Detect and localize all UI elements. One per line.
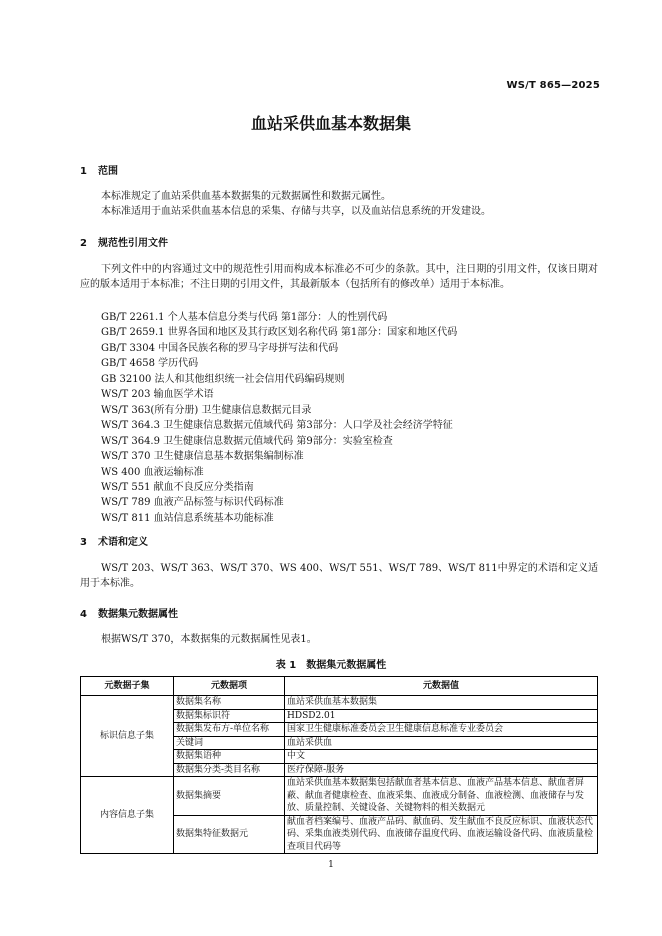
table-caption: 表 1 数据集元数据属性 — [275, 660, 387, 671]
section-3-heading — [80, 533, 148, 548]
metadata-value: 血站采供血基本数据集 — [285, 696, 598, 710]
reference-list — [101, 310, 457, 526]
reference-item: GB 32100 法人和其他组织统一社会信用代码编码规则 — [101, 373, 345, 385]
reference-item: WS/T 789 血液产品标签与标识代码标准 — [101, 497, 284, 509]
section-title: 规范性引用文件 — [98, 238, 168, 249]
scope-paragraph-1: 本标准规定了血站采供血基本数据集的元数据属性和数据元属性。 — [101, 191, 391, 202]
table-header-row — [81, 677, 598, 696]
reference-item: GB/T 4658 学历代码 — [101, 358, 199, 370]
section-2-heading — [80, 234, 168, 249]
column-header: 元数据值 — [285, 677, 598, 696]
reference-item: WS/T 364.3 卫生健康信息数据元值域代码 第3部分：人口学及社会经济学特征 — [101, 420, 453, 432]
subset-name: 标识信息子集 — [81, 696, 174, 777]
table-row — [81, 777, 598, 816]
metadata-item: 数据集发布方-单位名称 — [174, 723, 285, 737]
reference-item: WS/T 370 卫生健康信息基本数据集编制标准 — [101, 451, 304, 463]
section-title: 范围 — [98, 166, 118, 177]
table-row — [81, 696, 598, 710]
reference-item: WS/T 363(所有分册) 卫生健康信息数据元目录 — [101, 404, 312, 416]
document-title: 血站采供血基本数据集 — [250, 114, 411, 133]
column-header: 元数据项 — [174, 677, 285, 696]
metadata-value: 中文 — [285, 750, 598, 764]
metadata-item: 关键词 — [174, 736, 285, 750]
metadata-item: 数据集分类-类目名称 — [174, 763, 285, 777]
section-number: 3 — [80, 537, 87, 548]
metadata-table — [80, 676, 598, 854]
reference-item: WS/T 203 输血医学术语 — [101, 389, 214, 401]
metadata-value: 血站采供血基本数据集包括献血者基本信息、血液产品基本信息、献血者屏蔽、献血者健康检查、血液采集、血液成分制备、血液检测、血液储存与发放、质量控制、关键设备、关键物料的相关数据元 — [285, 777, 598, 816]
terms-paragraph: WS/T 203、WS/T 363、WS/T 370、WS 400、WS/T 551、WS/T 789、WS/T 811中界定的术语和定义适用于本标准。 — [80, 563, 598, 589]
section-1-heading — [80, 162, 118, 177]
metadata-value: 献血者档案编号、血液产品码、献血码、发生献血不良反应标识、血液状态代码、采集血液类别代码、血液储存温度代码、血液运输设备代码、血液质量检查项目代码等 — [285, 815, 598, 854]
metadata-item: 数据集特征数据元 — [174, 815, 285, 854]
section-title: 术语和定义 — [98, 537, 148, 548]
metadata-item: 数据集标识符 — [174, 709, 285, 723]
meta-paragraph: 根据WS/T 370，本数据集的元数据属性见表1。 — [101, 634, 317, 645]
section-4-heading — [80, 605, 178, 620]
normative-intro: 下列文件中的内容通过文中的规范性引用而构成本标准必不可少的条款。其中，注日期的引用文件，仅该日期对应的版本适用于本标准；不注日期的引用文件，其最新版本（包括所有的修改单）适用于本标准。 — [80, 264, 598, 290]
standard-code: WS/T 865—2025 — [506, 80, 600, 91]
section-number: 4 — [80, 609, 87, 620]
scope-paragraph-2: 本标准适用于血站采供血基本信息的采集、存储与共享，以及血站信息系统的开发建设。 — [101, 206, 491, 217]
subset-name: 内容信息子集 — [81, 777, 174, 854]
reference-item: GB/T 2261.1 个人基本信息分类与代码 第1部分：人的性别代码 — [101, 312, 388, 323]
reference-item: WS/T 811 血站信息系统基本功能标准 — [101, 512, 274, 524]
page-number: 1 — [328, 860, 334, 870]
metadata-value: 国家卫生健康标准委员会卫生健康信息标准专业委员会 — [285, 723, 598, 737]
column-header: 元数据子集 — [81, 677, 174, 696]
reference-item: GB/T 3304 中国各民族名称的罗马字母拼写法和代码 — [101, 342, 339, 354]
reference-item: WS/T 551 献血不良反应分类指南 — [101, 481, 254, 493]
metadata-value: 血站采供血 — [285, 736, 598, 750]
metadata-value: HDSD2.01 — [285, 709, 598, 723]
section-title: 数据集元数据属性 — [98, 609, 178, 620]
reference-item: WS/T 364.9 卫生健康信息数据元值域代码 第9部分：实验室检查 — [101, 435, 393, 447]
section-number: 2 — [80, 238, 87, 249]
metadata-item: 数据集名称 — [174, 696, 285, 710]
section-number: 1 — [80, 166, 87, 177]
reference-item: GB/T 2659.1 世界各国和地区及其行政区划名称代码 第1部分：国家和地区代码 — [101, 327, 458, 339]
metadata-value: 医疗保障-服务 — [285, 763, 598, 777]
metadata-item: 数据集摘要 — [174, 777, 285, 816]
reference-item: WS 400 血液运输标准 — [101, 466, 204, 478]
metadata-item: 数据集语种 — [174, 750, 285, 764]
